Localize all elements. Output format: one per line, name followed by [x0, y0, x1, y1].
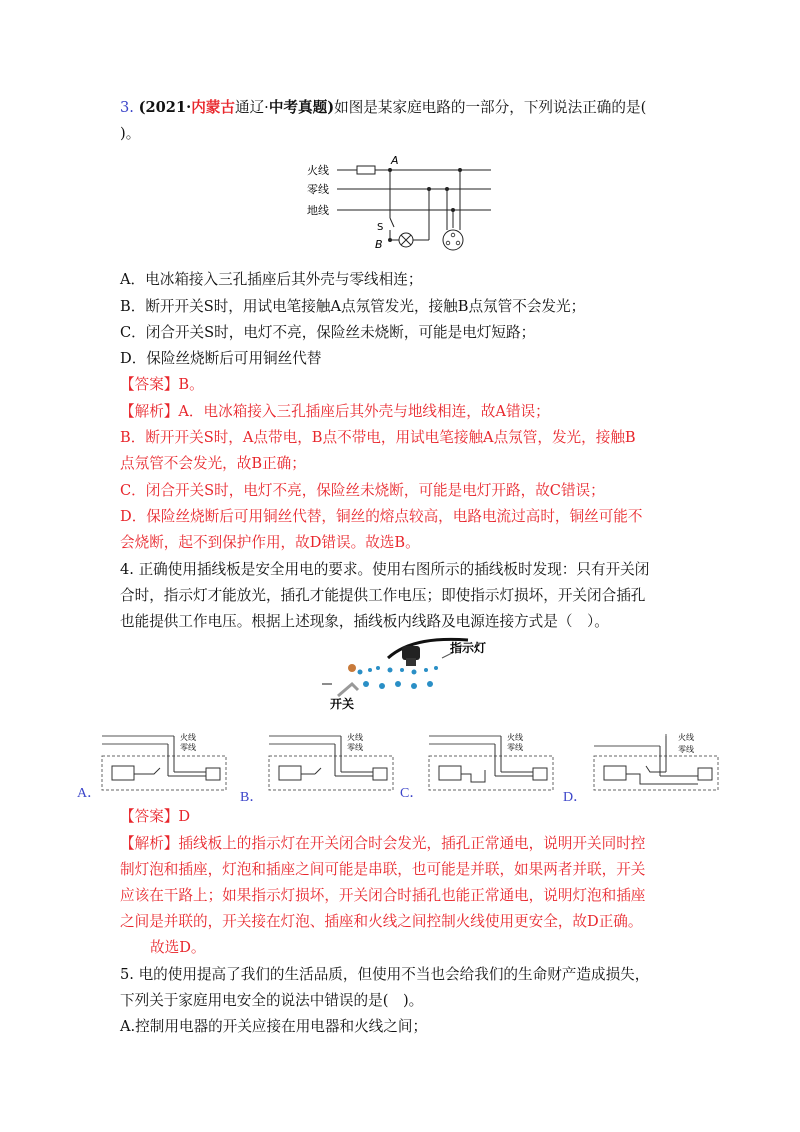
svg-text:火线: 火线: [678, 733, 694, 742]
q3-analysis-line3: 点氖管不会发光，故B正确；: [120, 455, 306, 472]
q4-answer-value: D: [178, 808, 191, 825]
q3-option-b: B．断开开关S时，用试电笔接触A点氖管发光，接触B点氖管不会发光；: [120, 298, 586, 315]
label-live-wire: 火线: [307, 164, 329, 177]
q3-option-d: D．保险丝烧断后可用铜丝代替: [120, 350, 322, 367]
q5-option-a: A.控制用电器的开关应接在用电器和火线之间；: [120, 1018, 428, 1035]
q3-stem: 如图是某家庭电路的一部分，下列说法正确的是(: [334, 99, 647, 116]
svg-text:火线: 火线: [180, 733, 196, 742]
q4-analysis-line5: 故选D。: [150, 939, 206, 956]
point-b-label: B: [375, 238, 383, 251]
q5-stem-line2: 下列关于家庭用电安全的说法中错误的是( )。: [120, 992, 424, 1009]
q4-option-b-circuit: [265, 730, 403, 794]
q3-analysis-line2: B．断开开关S时，A点带电，B点不带电，用试电笔接触A点氖管，发光，接触B: [120, 429, 636, 446]
q3-analysis-line1: 【解析】A．电冰箱接入三孔插座后其外壳与地线相连，故A错误；: [120, 403, 550, 420]
q4-analysis-label: 【解析】: [120, 835, 179, 852]
q4-stem-line3: 也能提供工作电压。根据上述现象，插线板内线路及电源连接方式是（ ）。: [120, 613, 609, 630]
q3-analysis-line6: 会烧断，起不到保护作用，故D错误。故选B。: [120, 534, 420, 551]
q4-answer: [120, 807, 190, 827]
svg-text:火线: 火线: [347, 733, 363, 742]
q4-option-c-label: C．: [400, 786, 424, 801]
q4-answer-label: 【答案】: [120, 808, 179, 825]
q3-stem-line1: [120, 98, 646, 118]
q3-number: 3.: [120, 99, 134, 116]
q3-source-city: 通辽·: [234, 99, 269, 116]
q4-stem-line2: 合时，指示灯才能放光，插孔才能提供工作电压；即使指示灯损坏，开关闭合插孔: [120, 587, 646, 604]
power-strip-photo: [318, 628, 488, 712]
q3-source-region: 内蒙古: [191, 99, 235, 116]
q4-option-d-circuit: [590, 730, 728, 794]
q5-stem-line1: 5. 电的使用提高了我们的生活品质，但使用不当也会给我们的生命财产造成损失，: [120, 966, 650, 983]
svg-text:零线: 零线: [678, 745, 694, 754]
indicator-photo-label: 指示灯: [450, 641, 487, 655]
point-a-label: A: [391, 154, 399, 167]
q4-option-a-label: A．: [77, 786, 102, 801]
q3-source-open: (2021·: [138, 99, 192, 116]
fuse-icon: [357, 166, 375, 174]
q3-answer: [120, 375, 204, 395]
q3-analysis-label: 【解析】: [120, 403, 179, 420]
q3-analysis-line4: C．闭合开关S时，电灯不亮，保险丝未烧断，可能是电灯开路，故C错误；: [120, 482, 605, 499]
svg-text:零线: 零线: [347, 743, 363, 752]
q4-analysis-line3: 应该在干路上；如果指示灯损坏，开关闭合时插孔也能正常通电，说明灯泡和插座: [120, 887, 646, 904]
plug-icon: [402, 646, 420, 660]
q3-circuit-diagram: [305, 150, 505, 256]
label-neutral-wire: 零线: [307, 183, 329, 196]
q4-option-c-circuit: [425, 730, 563, 794]
switch-photo-label: 开关: [330, 697, 355, 711]
q3-stem-end: )。: [120, 125, 141, 142]
q4-analysis-line1: 【解析】插线板上的指示灯在开关闭合时会发光，插孔正常通电，说明开关同时控: [120, 835, 646, 852]
switch-icon: [390, 218, 394, 227]
q4-analysis-line4: 之间是并联的，开关接在灯泡、插座和火线之间控制火线使用更安全，故D正确。: [120, 913, 643, 930]
svg-text:零线: 零线: [507, 743, 523, 752]
q3-source-type: 中考真题: [268, 99, 328, 116]
indicator-light-icon: [348, 664, 356, 672]
switch-label: S: [377, 222, 384, 233]
q4-option-d-label: D．: [563, 790, 588, 805]
q3-option-a: A．电冰箱接入三孔插座后其外壳与零线相连；: [120, 271, 423, 288]
switch-photo-icon: [338, 684, 358, 696]
q3-answer-label: 【答案】: [120, 376, 179, 393]
q3-source-close: ): [327, 99, 335, 116]
label-ground-wire: 地线: [307, 204, 329, 217]
svg-text:火线: 火线: [507, 733, 523, 742]
q4-option-b-label: B．: [240, 790, 264, 805]
q4-stem-line1: 4. 正确使用插线板是安全用电的要求。使用右图所示的插线板时发现：只有开关闭: [120, 561, 650, 578]
q4-option-a-circuit: [98, 730, 236, 794]
q3-answer-value: B。: [178, 376, 204, 393]
svg-text:零线: 零线: [180, 743, 196, 752]
q4-analysis-line2: 制灯泡和插座，灯泡和插座之间可能是串联，也可能是并联，如果两者并联，开关: [120, 861, 646, 878]
q3-analysis-line5: D．保险丝烧断后可用铜丝代替，铜丝的熔点较高，电路电流过高时，铜丝可能不: [120, 508, 643, 525]
q3-option-c: C．闭合开关S时，电灯不亮，保险丝未烧断，可能是电灯短路；: [120, 324, 536, 341]
